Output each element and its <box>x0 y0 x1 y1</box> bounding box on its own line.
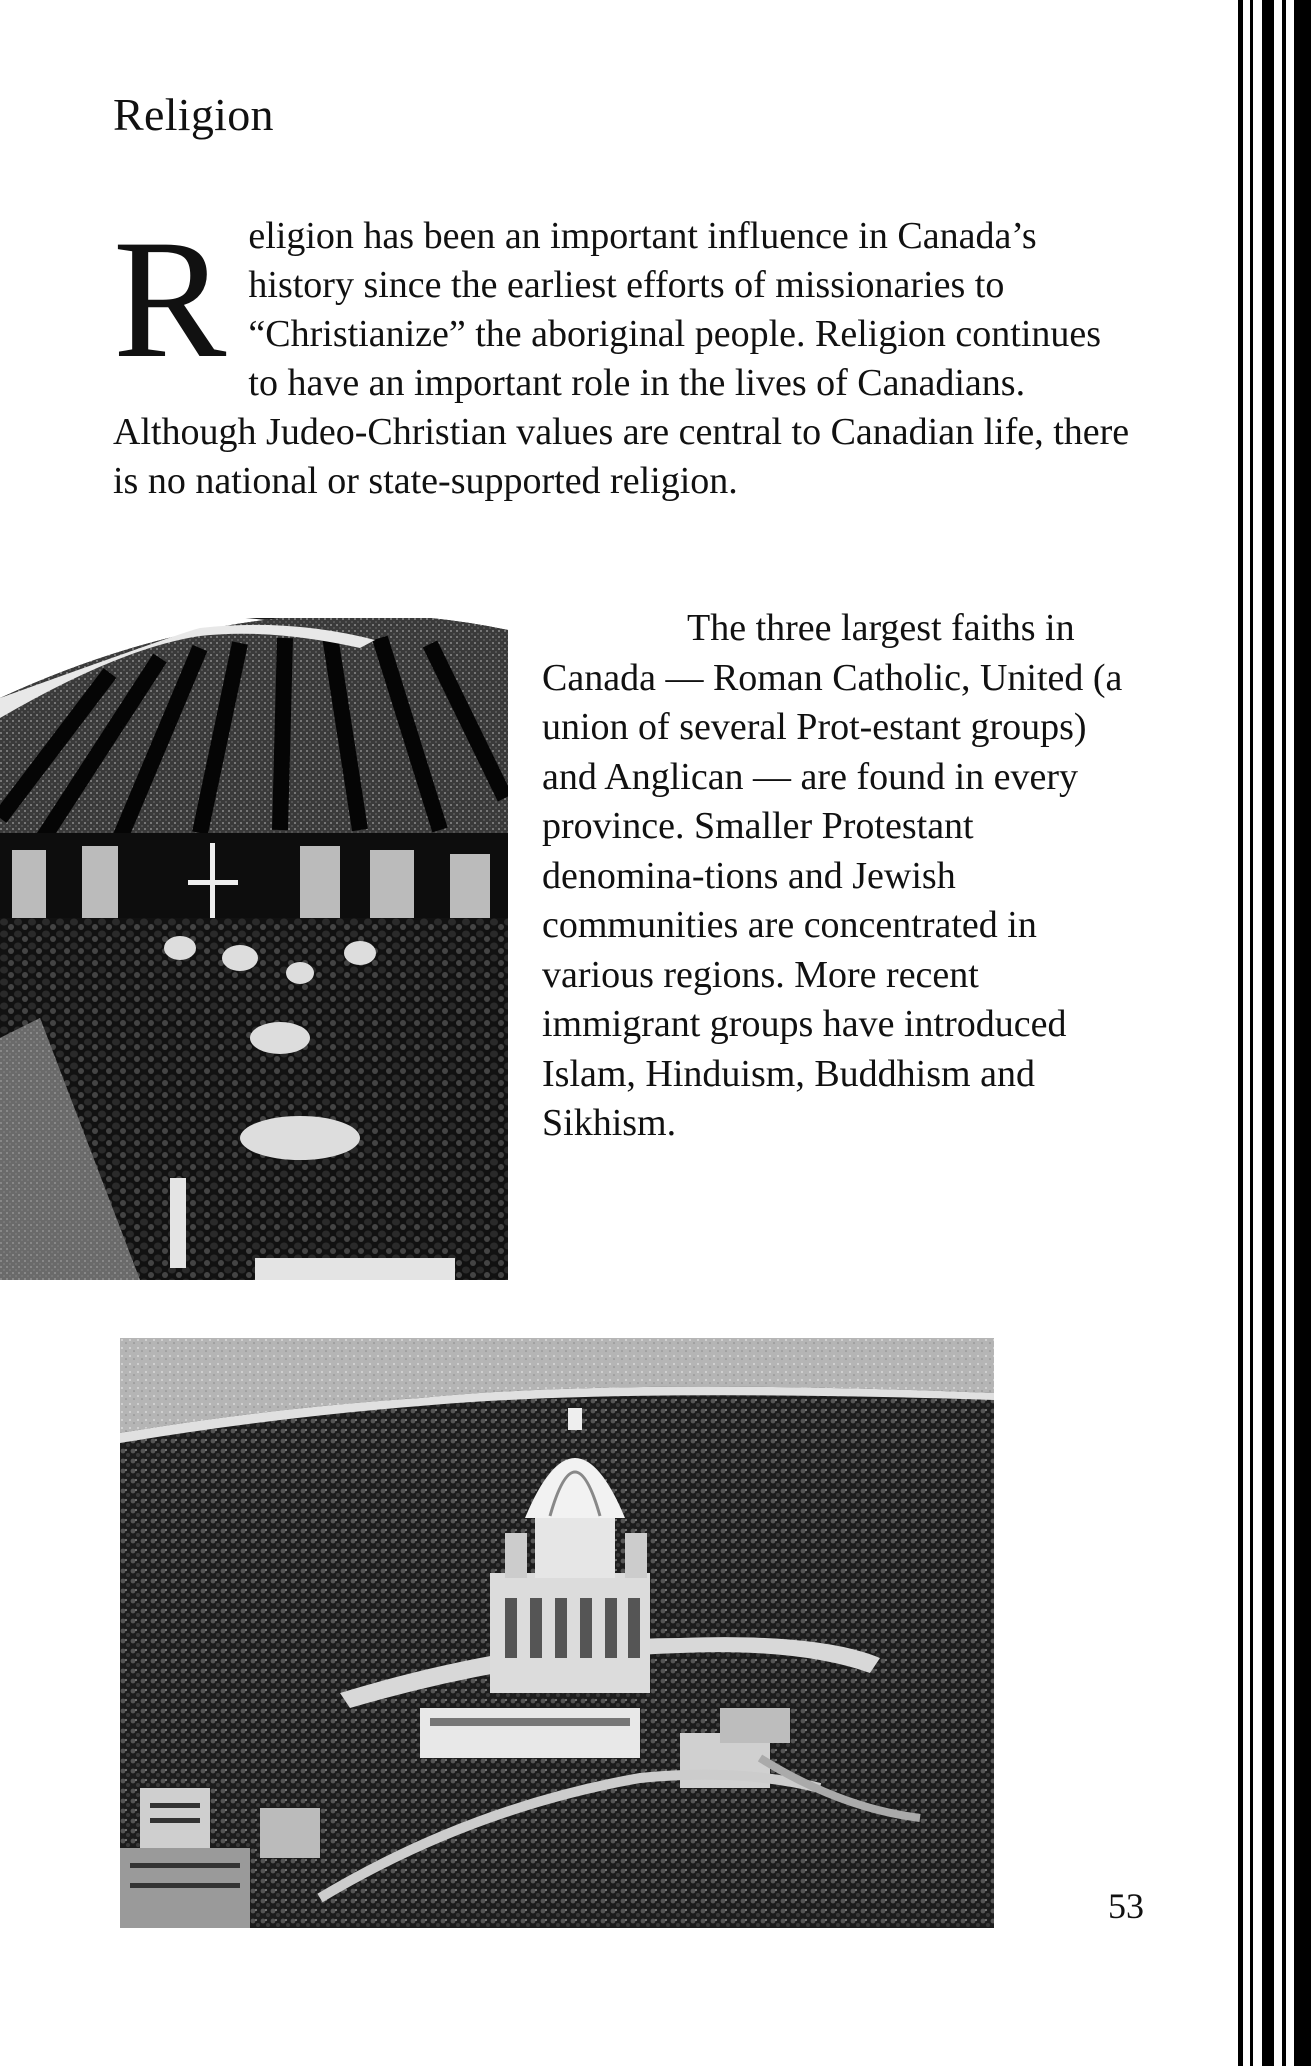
binding-edge <box>1294 0 1311 2066</box>
binding-edge <box>1250 0 1253 2066</box>
drop-cap: R <box>113 205 227 393</box>
page-title: Religion <box>113 89 274 140</box>
binding-edge <box>1262 0 1274 2066</box>
church-interior-photo <box>0 618 508 1280</box>
intro-text: eligion has been an important influence in Canada’s history since the earliest efforts of missionaries to “Christianize” the aboriginal people. Religion continues to have an important role in the lives of Canadians. Although Judeo-Christian values are central to Canadian life, there is no national or state-supported religion. <box>113 215 1130 502</box>
binding-edge <box>1238 0 1243 2066</box>
binding-edge <box>1282 0 1286 2066</box>
faiths-paragraph: The three largest faiths in Canada — Roman Catholic, United (a union of several Prot-estant groups) and Anglican — are found in every province. Smaller Protestant denomina-tions and Jewish communities are concentrated in various regions. More recent immigrant groups have introduced Islam, Hinduism, Buddhism and Sikhism. <box>542 607 1123 1144</box>
intro-paragraph <box>113 205 1133 506</box>
oratory-aerial-photo <box>120 1338 994 1928</box>
page-number: 53 <box>1108 1886 1144 1926</box>
